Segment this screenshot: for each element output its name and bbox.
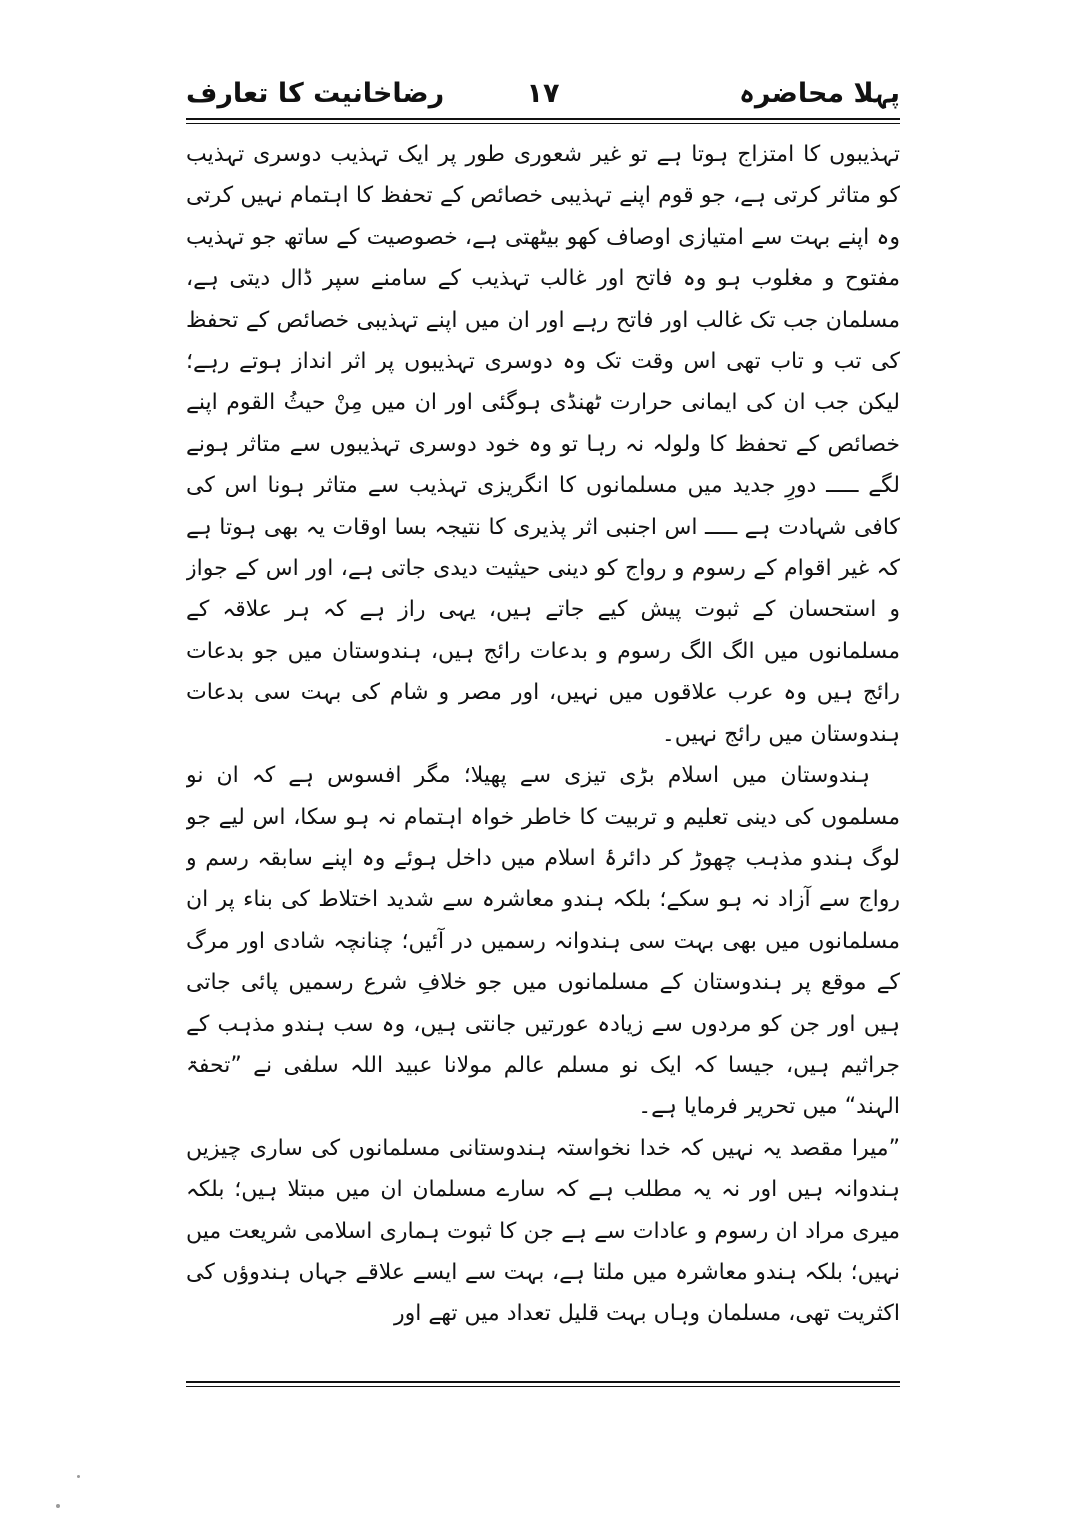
chapter-title: پہلا محاضرہ xyxy=(739,78,900,109)
footer-rule-thick xyxy=(186,1381,900,1383)
header-rule-thin xyxy=(186,123,900,124)
paragraph: ہندوستان میں اسلام بڑی تیزی سے پھیلا؛ مگر افسوس ہے کہ ان نو مسلموں کی دینی تعلیم و تربیت کا خاطر خواہ اہتمام نہ ہو سکا، اس لیے جو لوگ ہندو مذہب چھوڑ کر دائرۂ اسلام میں داخل ہوئے وہ اپنے سابقہ رسم و رواج سے آزاد نہ ہو سکے؛ بلکہ ہندو معاشرہ سے شدید اختلاط کی بناء پر ان مسلمانوں میں بھی بہت سی ہندوانہ رسمیں در آئیں؛ چنانچہ شادی اور مرگ کے موقع پر ہندوستان کے مسلمانوں میں جو خلافِ شرع رسمیں پائی جاتی ہیں اور جن کو مردوں سے زیادہ عورتیں جانتی ہیں، وہ سب ہندو مذہب کے جراثیم ہیں، جیسا کہ ایک نو مسلم عالم مولانا عبید اللہ سلفی نے ”تحفۃ الہند“ میں تحریر فرمایا ہے۔ xyxy=(186,763,900,1120)
body-text xyxy=(186,134,900,1374)
header-rule-thick xyxy=(186,118,900,120)
quote-paragraph: ”میرا مقصد یہ نہیں کہ خدا نخواستہ ہندوستانی مسلمانوں کی ساری چیزیں ہندوانہ ہیں اور نہ یہ مطلب ہے کہ سارے مسلمان ان میں مبتلا ہیں؛ بلکہ میری مراد ان رسوم و عادات سے ہے جن کا ثبوت ہماری اسلامی شریعت میں نہیں؛ بلکہ ہندو معاشرہ میں ملتا ہے، بہت سے ایسے علاقے جہاں ہندوؤں کی اکثریت تھی، مسلمان وہاں بہت قلیل تعداد میں تھے اور xyxy=(186,1135,900,1327)
footer-rule-thin xyxy=(186,1386,900,1387)
scan-speck xyxy=(77,1475,80,1478)
page-header xyxy=(186,74,900,118)
scan-speck xyxy=(56,1504,60,1508)
paragraph: تہذیبوں کا امتزاج ہوتا ہے تو غیر شعوری طور پر ایک تہذیب دوسری تہذیب کو متاثر کرتی ہے، جو قوم اپنے تہذیبی خصائص کے تحفظ کا اہتمام نہیں کرتی وہ اپنے بہت سے امتیازی اوصاف کھو بیٹھتی ہے، خصوصیت کے ساتھ جو تہذیب مفتوح و مغلوب ہو وہ فاتح اور غالب تہذیب کے سامنے سپر ڈال دیتی ہے، مسلمان جب تک غالب اور فاتح رہے اور ان میں اپنے تہذیبی خصائص کے تحفظ کی تب و تاب تھی اس وقت تک وہ دوسری تہذیبوں پر اثر انداز ہوتے رہے؛ لیکن جب ان کی ایمانی حرارت ٹھنڈی ہوگئی اور ان میں مِنْ حیثُ القوم اپنے خصائص کے تحفظ کا ولولہ نہ رہا تو وہ خود دوسری تہذیبوں سے متاثر ہونے لگے ـــــ دورِ جدید میں مسلمانوں کا انگریزی تہذیب سے متاثر ہونا اس کی کافی شہادت ہے ـــــ اس اجنبی اثر پذیری کا نتیجہ بسا اوقات یہ بھی ہوتا ہے کہ غیر اقوام کے رسوم و رواج کو دینی حیثیت دیدی جاتی ہے، اور اس کے جواز و استحسان کے ثبوت پیش کیے جاتے ہیں، یہی راز ہے کہ ہر علاقہ کے مسلمانوں میں الگ الگ رسوم و بدعات رائج ہیں، ہندوستان میں جو بدعات رائج ہیں وہ عرب علاقوں میں نہیں، اور مصر و شام کی بہت سی بدعات ہندوستان میں رائج نہیں۔ xyxy=(186,142,900,747)
running-title: رضاخانیت کا تعارف xyxy=(186,78,445,109)
page-number: ١٧ xyxy=(526,78,560,109)
